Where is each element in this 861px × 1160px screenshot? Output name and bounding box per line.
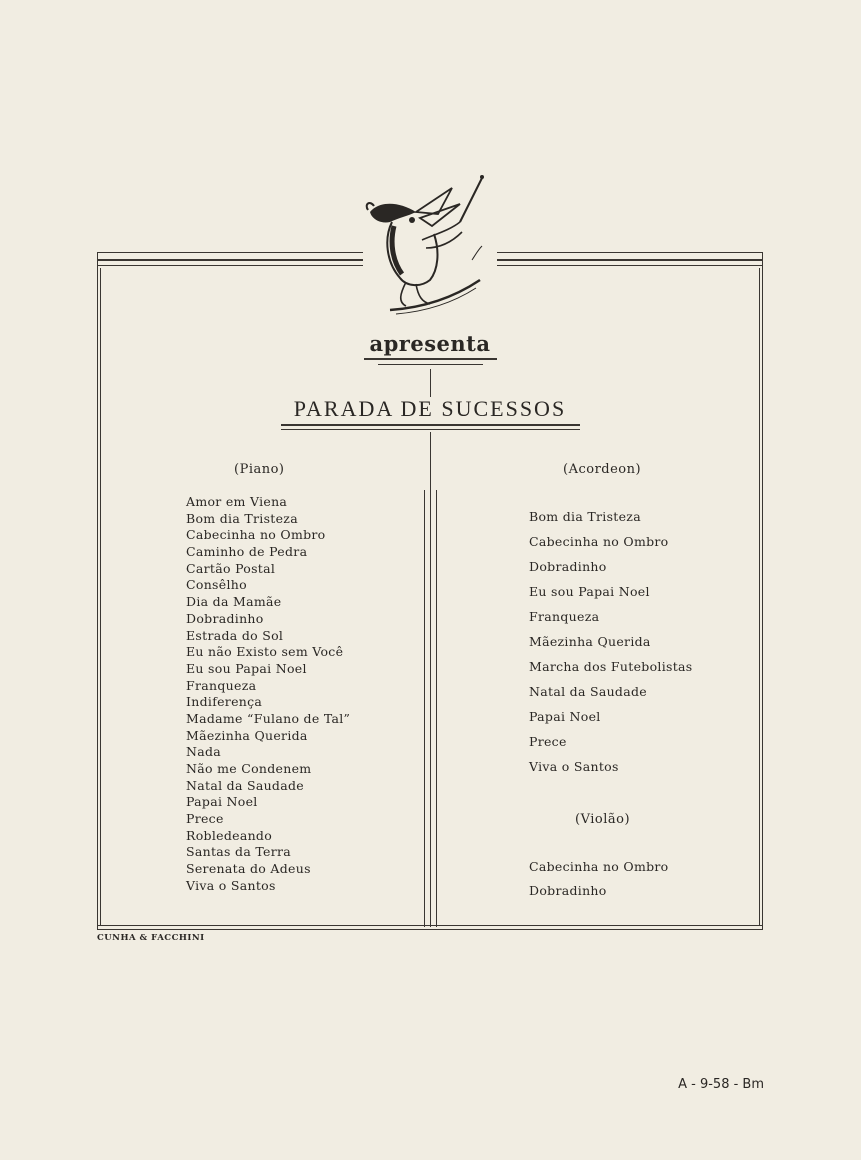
frame-left-outer: [97, 252, 98, 929]
top-rule-left-1: [97, 252, 363, 253]
publisher-credit: CUNHA & FACCHINI: [97, 933, 205, 943]
heading-underline-thin: [378, 364, 483, 365]
center-divider-left: [424, 490, 425, 927]
piano-item: Eu não Existo sem Você: [186, 644, 344, 660]
piano-item: Franqueza: [186, 677, 257, 693]
violao-list: [529, 855, 669, 903]
piano-item: Não me Condenem: [186, 761, 312, 776]
acordeon-item: Franqueza: [529, 609, 600, 624]
acordeon-item: Viva o Santos: [529, 759, 619, 774]
piano-item: Nada: [186, 744, 222, 760]
piano-item: Viva o Santos: [186, 877, 276, 893]
piano-item: Robledeando: [186, 827, 273, 843]
frame-right-inner: [759, 268, 760, 926]
piano-item: Caminho de Pedra: [186, 544, 308, 560]
acordeon-item: Mãezinha Querida: [529, 634, 651, 649]
piano-item: Bom dia Tristeza: [186, 510, 298, 526]
piano-label: (Piano): [234, 462, 285, 477]
piano-item: Cartão Postal: [186, 560, 276, 576]
title-underline-2: [281, 429, 580, 430]
heading-connector: [430, 369, 431, 397]
acordeon-list: [529, 504, 693, 779]
acordeon-item: Cabecinha no Ombro: [529, 534, 669, 549]
woodpecker-conductor-icon: [360, 170, 490, 320]
acordeon-item: Marcha dos Futebolistas: [529, 659, 693, 674]
violao-item: Cabecinha no Ombro: [529, 859, 669, 874]
piano-item: Prece: [186, 811, 224, 827]
heading-apresenta: apresenta: [369, 331, 491, 356]
acordeon-item: Bom dia Tristeza: [529, 509, 641, 524]
top-rule-left-2: [97, 259, 363, 261]
catalog-code: A - 9-58 - Bm: [678, 1077, 764, 1092]
center-divider-right: [436, 490, 437, 927]
piano-item: Serenata do Adeus: [186, 861, 311, 877]
piano-item: Dobradinho: [186, 610, 264, 626]
piano-list: [186, 494, 350, 895]
violao-label: (Violão): [575, 812, 631, 827]
violao-item: Dobradinho: [529, 883, 607, 898]
page-title: PARADA DE SUCESSOS: [293, 396, 567, 421]
bottom-rule-2: [97, 929, 763, 930]
acordeon-label: (Acordeon): [563, 462, 642, 477]
top-rule-right-1: [497, 252, 762, 253]
acordeon-item: Papai Noel: [529, 709, 601, 724]
frame-right-outer: [762, 252, 763, 929]
acordeon-item: Natal da Saudade: [529, 684, 647, 699]
piano-item: Mãezinha Querida: [186, 727, 308, 743]
piano-item: Amor em Viena: [186, 494, 288, 509]
acordeon-item: Dobradinho: [529, 559, 607, 574]
top-rule-right-2: [497, 259, 762, 261]
piano-item: Estrada do Sol: [186, 627, 284, 643]
piano-item: Cabecinha no Ombro: [186, 527, 326, 543]
piano-item: Natal da Saudade: [186, 777, 304, 793]
piano-item: Eu sou Papai Noel: [186, 660, 307, 676]
top-rule-right-3: [497, 265, 762, 266]
top-rule-left-3: [97, 265, 363, 266]
center-divider-main: [430, 432, 431, 927]
frame-left-inner: [100, 268, 101, 926]
acordeon-item: Prece: [529, 734, 567, 749]
piano-item: Dia da Mamãe: [186, 594, 282, 610]
acordeon-item: Eu sou Papai Noel: [529, 584, 650, 599]
heading-underline: [364, 358, 497, 360]
piano-item: Consêlho: [186, 577, 247, 593]
piano-item: Indiferença: [186, 694, 263, 710]
piano-item: Madame “Fulano de Tal”: [186, 710, 351, 726]
title-underline-1: [281, 424, 580, 426]
piano-item: Santas da Terra: [186, 844, 292, 860]
piano-item: Papai Noel: [186, 794, 258, 810]
